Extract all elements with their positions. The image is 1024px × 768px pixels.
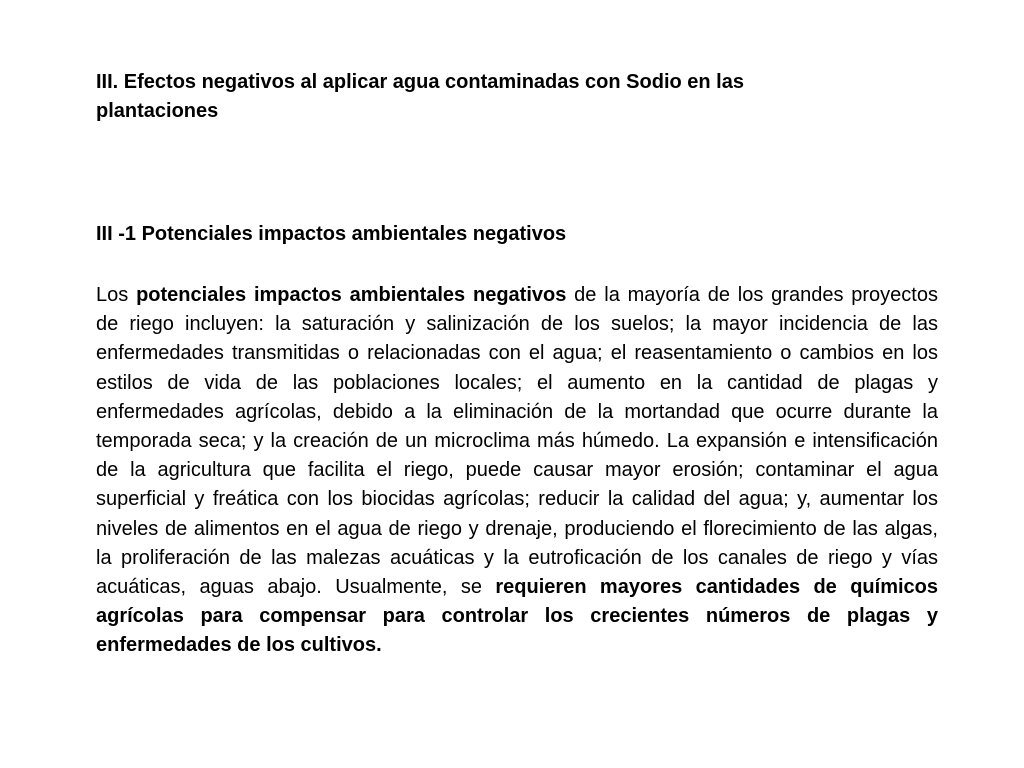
- section-subtitle: III -1 Potenciales impactos ambientales negativos: [96, 223, 567, 245]
- slide-title: III. Efectos negativos al aplicar agua contaminadas con Sodio en las plantaciones: [96, 71, 744, 122]
- paragraph-highlight-impacts: potenciales impactos ambientales negativos: [136, 284, 567, 306]
- body-paragraph: [96, 281, 938, 661]
- paragraph-intro: Los: [96, 284, 137, 306]
- paragraph-middle: de la mayoría de los grandes proyectos de riego incluyen: la saturación y salinización de los suelos; la mayor incidencia de las enfermedades transmitidas o relacionadas con el agua; el reasentamiento o cambios en los estilos de vida de las poblaciones locales; el aumento en la cantidad de plagas y enfermedades agrícolas, debido a la eliminación de la mortandad que ocurre durante la temporada seca; y la creación de un microclima más húmedo. La expansión e intensificación de la agricultura que facilita el riego, puede causar mayor erosión; contaminar el agua superficial y freática con los biocidas agrícolas; reducir la calidad del agua; y, aumentar los niveles de alimentos en el agua de riego y drenaje, produciendo el florecimiento de las algas, la proliferación de las malezas acuáticas y la eutroficación de los canales de riego y vías acuáticas, aguas abajo. Usualmente, se: [96, 284, 938, 599]
- paragraph-highlight-chemicals: requieren mayores cantidades de químicos agrícolas para compensar para controlar los crecientes números de plagas y enfermedades de los cultivos.: [96, 576, 938, 657]
